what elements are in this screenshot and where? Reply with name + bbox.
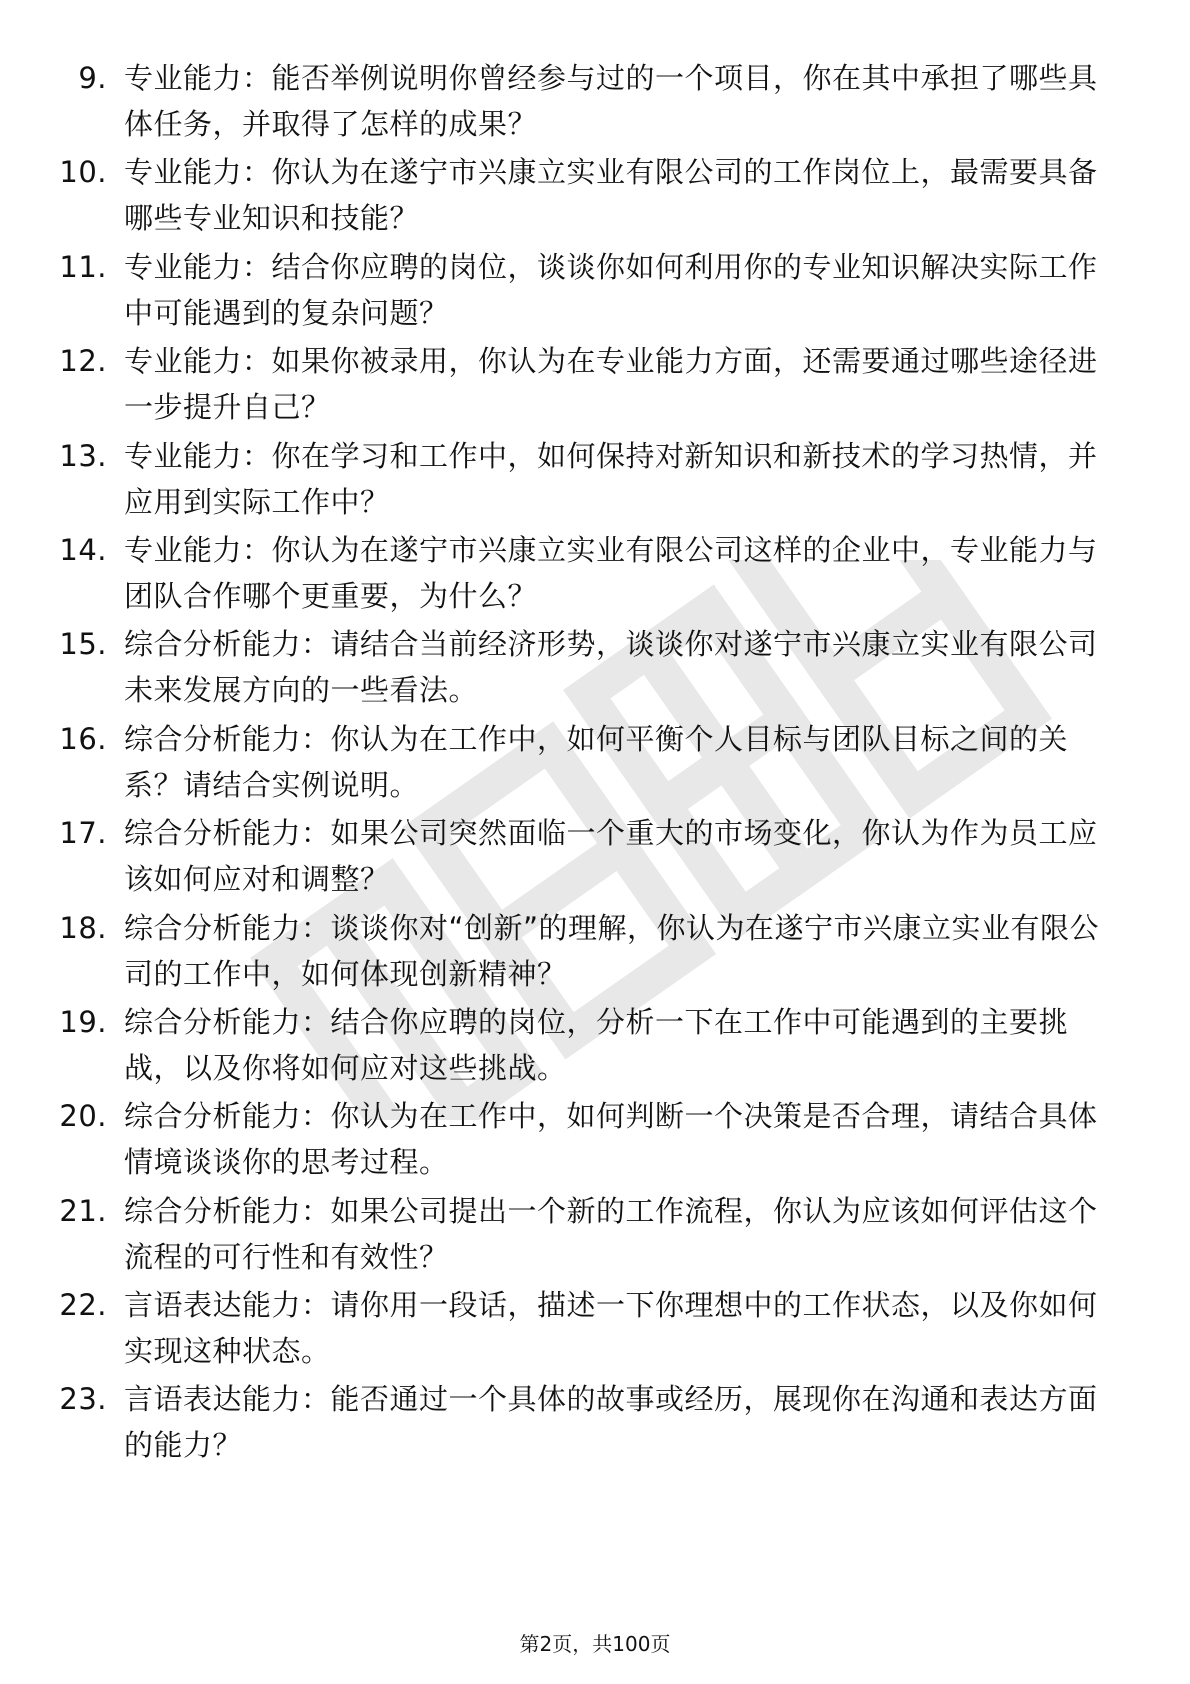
page-footer: 第2页，共100页: [519, 1632, 671, 1656]
question-number: 22.: [59, 1288, 107, 1323]
question-number: 9.: [78, 61, 107, 95]
question-number: 13.: [59, 438, 107, 473]
question-list: [0, 55, 1190, 1471]
question-number: 19.: [59, 1004, 107, 1039]
question-number: 16.: [59, 721, 107, 756]
question-text: 专业能力：如果你被录用，你认为在专业能力方面，还需要通过哪些途径进一步提升自己？: [124, 344, 1098, 425]
question-item: [0, 1376, 1190, 1470]
question-text: 专业能力：能否举例说明你曾经参与过的一个项目，你在其中承担了哪些具体任务，并取得了怎样的成果？: [124, 61, 1098, 141]
question-item: [0, 244, 1190, 338]
question-item: [0, 621, 1190, 715]
question-number: 21.: [59, 1193, 107, 1228]
question-text: 专业能力：你认为在遂宁市兴康立实业有限公司的工作岗位上，最需要具备哪些专业知识和技能？: [124, 155, 1098, 236]
question-item: [0, 905, 1190, 999]
question-text: 综合分析能力：你认为在工作中，如何判断一个决策是否合理，请结合具体情境谈谈你的思考过程。: [124, 1099, 1098, 1180]
question-item: [0, 527, 1190, 621]
question-number: 17.: [59, 816, 107, 851]
question-text: 言语表达能力：能否通过一个具体的故事或经历，展现你在沟通和表达方面的能力？: [124, 1382, 1098, 1463]
question-text: 综合分析能力：如果公司突然面临一个重大的市场变化，你认为作为员工应该如何应对和调整？: [124, 816, 1098, 897]
question-item: [0, 1282, 1190, 1376]
question-item: [0, 149, 1190, 243]
question-item: [0, 716, 1190, 810]
question-number: 18.: [59, 910, 107, 945]
question-text: 专业能力：你在学习和工作中，如何保持对新知识和新技术的学习热情，并应用到实际工作中？: [124, 438, 1098, 519]
question-item: [0, 55, 1190, 149]
question-number: 12.: [59, 344, 107, 379]
question-text: 专业能力：结合你应聘的岗位，谈谈你如何利用你的专业知识解决实际工作中可能遇到的复杂问题？: [124, 249, 1098, 330]
question-item: [0, 810, 1190, 904]
question-number: 20.: [59, 1099, 107, 1134]
question-item: [0, 433, 1190, 527]
question-number: 11.: [59, 249, 107, 284]
question-text: 综合分析能力：你认为在工作中，如何平衡个人目标与团队目标之间的关系？请结合实例说明。: [124, 721, 1069, 802]
question-item: [0, 1188, 1190, 1282]
question-text: 综合分析能力：结合你应聘的岗位，分析一下在工作中可能遇到的主要挑战，以及你将如何应对这些挑战。: [124, 1004, 1069, 1085]
question-text: 综合分析能力：如果公司提出一个新的工作流程，你认为应该如何评估这个流程的可行性和有效性？: [124, 1193, 1098, 1274]
question-text: 专业能力：你认为在遂宁市兴康立实业有限公司这样的企业中，专业能力与团队合作哪个更重要，为什么？: [124, 532, 1098, 613]
question-text: 综合分析能力：请结合当前经济形势，谈谈你对遂宁市兴康立实业有限公司未来发展方向的一些看法。: [124, 627, 1098, 708]
question-number: 15.: [59, 627, 107, 662]
question-number: 23.: [59, 1382, 107, 1417]
question-text: 言语表达能力：请你用一段话，描述一下你理想中的工作状态，以及你如何实现这种状态。: [124, 1288, 1098, 1369]
question-number: 10.: [59, 155, 107, 190]
question-item: [0, 1093, 1190, 1187]
question-number: 14.: [59, 532, 107, 567]
question-item: [0, 338, 1190, 432]
question-text: 综合分析能力：谈谈你对“创新”的理解，你认为在遂宁市兴康立实业有限公司的工作中，如何体现创新精神？: [124, 910, 1100, 991]
question-item: [0, 999, 1190, 1093]
